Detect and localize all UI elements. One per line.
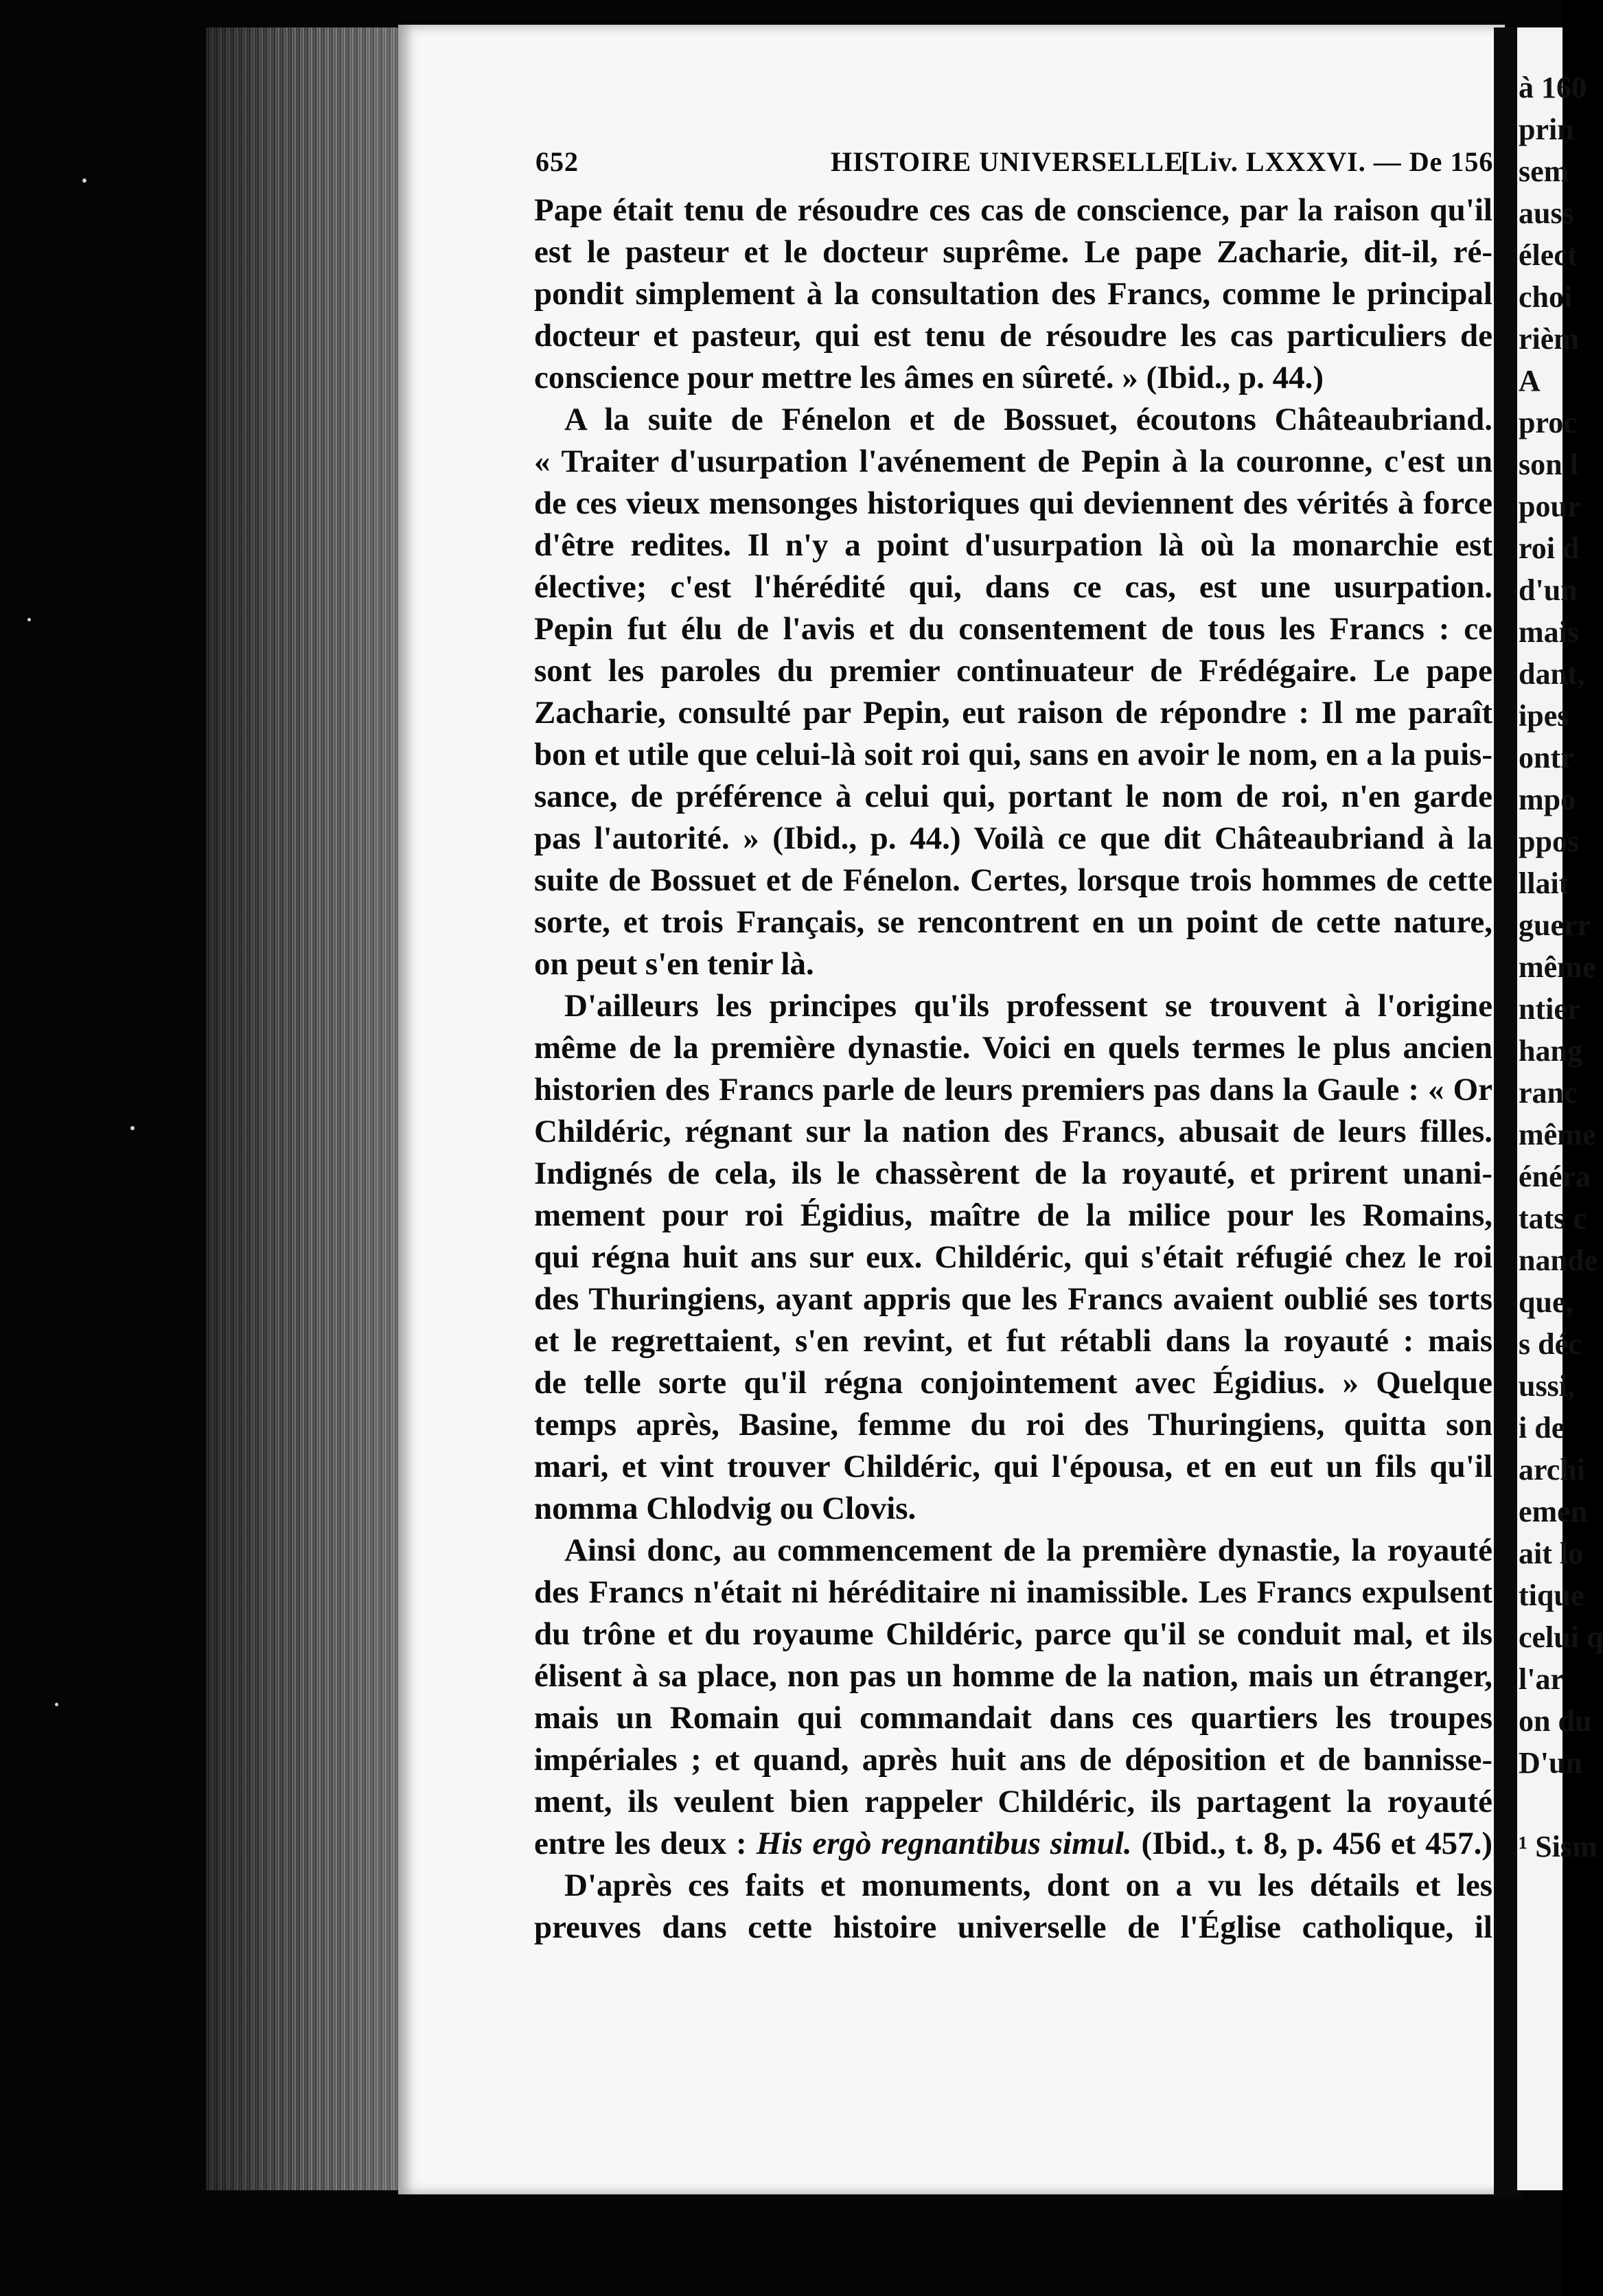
text-line: même de la première dynastie. Voici en quels termes le plus ancien — [534, 1030, 1492, 1066]
text-line: on peut s'en tenir là. — [534, 946, 814, 982]
book-reference: [Liv. LXXXVI. — De 156 — [1181, 146, 1494, 177]
facing-page-line: proc — [1519, 406, 1577, 439]
latin-quote: His ergò regnantibus simul. — [756, 1826, 1132, 1861]
text-line: ment, ils veulent bien rappeler Childéric, ils partagent la royauté — [534, 1784, 1492, 1819]
running-title: HISTOIRE UNIVERSELLE — [831, 146, 1184, 177]
facing-page-line: l'ar — [1519, 1662, 1564, 1696]
text-line: Childéric, régnant sur la nation des Francs, abusait de leurs filles. — [534, 1114, 1492, 1149]
text-line: des Thuringiens, ayant appris que les Francs avaient oublié ses torts — [534, 1281, 1492, 1317]
facing-page-line: choi — [1519, 280, 1573, 314]
text-line: historien des Francs parle de leurs premiers pas dans la Gaule : « Or — [534, 1072, 1492, 1107]
text-line: qui régna huit ans sur eux. Childéric, qui s'était réfugié chez le roi — [534, 1239, 1492, 1275]
facing-page-line: ait lo — [1519, 1537, 1584, 1570]
text-line: Indignés de cela, ils le chassèrent de la royauté, et prirent unani- — [534, 1156, 1492, 1191]
facing-page-line: pour — [1519, 490, 1581, 523]
facing-page-line: hang — [1519, 1034, 1582, 1068]
text-line: est le pasteur et le docteur suprême. Le pape Zacharie, dit-il, ré- — [534, 234, 1492, 270]
text-line: Pape était tenu de résoudre ces cas de conscience, par la raison qu'il — [534, 192, 1492, 228]
facing-page-line: guerr — [1519, 908, 1591, 942]
facing-page-line: tats c — [1519, 1202, 1587, 1235]
text-line: conscience pour mettre les âmes en sûreté. » (Ibid., p. 44.) — [534, 360, 1324, 395]
facing-page-line: ntier — [1519, 992, 1581, 1026]
text-line: élective; c'est l'hérédité qui, dans ce cas, est une usurpation. — [534, 569, 1492, 605]
text-line: mari, et vint trouver Childéric, qui l'épousa, et en eut un fils qu'il — [534, 1449, 1492, 1484]
facing-page-line: élect — [1519, 238, 1578, 272]
text-line: sance, de préférence à celui qui, portant le nom de roi, n'en garde — [534, 779, 1492, 814]
facing-page-line: ussi, — [1519, 1369, 1575, 1403]
text-line: Zacharie, consulté par Pepin, eut raison de répondre : Il me paraît — [534, 695, 1492, 731]
text-line: du trône et du royaume Childéric, parce qu'il se conduit mal, et ils — [534, 1616, 1492, 1652]
text-line: mais un Romain qui commandait dans ces quartiers les troupes — [534, 1700, 1492, 1736]
facing-page-line: à 160 — [1519, 71, 1587, 104]
text-line: pondit simplement à la consultation des Francs, comme le principal — [534, 276, 1492, 312]
facing-page-line: tique — [1519, 1578, 1584, 1612]
body-text — [534, 190, 1492, 1949]
facing-page-line: même — [1519, 950, 1596, 984]
facing-page-line: ppos — [1519, 825, 1580, 858]
page-number: 652 — [535, 146, 579, 177]
text-line: élisent à sa place, non pas un homme de la nation, mais un étranger, — [534, 1658, 1492, 1694]
text-line: entre les deux : His ergò regnantibus simul. (Ibid., t. 8, p. 456 et 457.) — [534, 1826, 1493, 1861]
facing-page-line: emen — [1519, 1495, 1588, 1528]
facing-page-line: ipes — [1519, 699, 1569, 733]
text-line: A la suite de Fénelon et de Bossuet, écoutons Châteaubriand. — [564, 402, 1492, 437]
facing-page-line: sem — [1519, 154, 1569, 188]
facing-page-line: ranc — [1519, 1076, 1578, 1110]
text-line: des Francs n'était ni héréditaire ni inamissible. Les Francs expulsent — [534, 1574, 1492, 1610]
facing-page-line: ¹ Sism — [1519, 1830, 1598, 1863]
facing-page-line: roi d — [1519, 531, 1580, 565]
facing-page-line: prin — [1519, 113, 1574, 146]
facing-page-line: auss — [1519, 196, 1574, 230]
text-line: sont les paroles du premier continuateur de Frédégaire. Le pape — [534, 653, 1492, 689]
text-line: docteur et pasteur, qui est tenu de résoudre les cas particuliers de — [534, 318, 1492, 354]
text-line: sorte, et trois Français, se rencontrent en un point de cette nature, — [534, 904, 1492, 940]
running-header — [535, 146, 1497, 187]
facing-page-line: énéra — [1519, 1160, 1591, 1193]
facing-page-line: mais — [1519, 615, 1579, 649]
dust-speck — [27, 618, 31, 621]
facing-page-line: que, — [1519, 1285, 1573, 1319]
facing-page-line: D'un — [1519, 1746, 1582, 1780]
facing-page-line: dant, — [1519, 657, 1585, 691]
dust-speck — [82, 179, 87, 183]
text-line: Pepin fut élu de l'avis et du consentement de tous les Francs : ce — [534, 611, 1492, 647]
text-line: Ainsi donc, au commencement de la première dynastie, la royauté — [564, 1532, 1492, 1568]
text-line: d'être redites. Il n'y a point d'usurpation là où la monarchie est — [534, 527, 1492, 563]
text-line: « Traiter d'usurpation l'avénement de Pepin à la couronne, c'est un — [534, 444, 1492, 479]
text-line: suite de Bossuet et de Fénelon. Certes, lorsque trois hommes de cette — [534, 862, 1492, 898]
text-line: D'après ces faits et monuments, dont on a vu les détails et les — [564, 1868, 1492, 1903]
facing-page-line: A — [1519, 364, 1541, 398]
text-line: impériales ; et quand, après huit ans de déposition et de bannisse- — [534, 1742, 1492, 1778]
text-line: temps après, Basine, femme du roi des Thuringiens, quitta son — [534, 1407, 1492, 1443]
facing-page-line: archi — [1519, 1453, 1585, 1486]
page-edges — [206, 27, 398, 2190]
text-line: D'ailleurs les principes qu'ils professent se trouvent à l'origine — [564, 988, 1492, 1024]
text-line: et le regrettaient, s'en revint, et fut rétabli dans la royauté : mais — [534, 1323, 1492, 1359]
text-line: pas l'autorité. » (Ibid., p. 44.) Voilà ce que dit Châteaubriand à la — [534, 820, 1492, 856]
text-line: de telle sorte qu'il régna conjointement avec Égidius. » Quelque — [534, 1365, 1492, 1401]
text-line: mement pour roi Égidius, maître de la milice pour les Romains, — [534, 1197, 1492, 1233]
facing-page-line: nande — [1519, 1243, 1598, 1277]
text-line: bon et utile que celui-là soit roi qui, sans en avoir le nom, en a la puis- — [534, 737, 1492, 772]
facing-page-line: i de — [1519, 1411, 1565, 1445]
facing-page-line: d'un — [1519, 573, 1578, 607]
facing-page — [1517, 27, 1603, 2190]
facing-page-line: ontr — [1519, 741, 1574, 774]
text-line: de ces vieux mensonges historiques qui deviennent des vérités à force — [534, 485, 1492, 521]
facing-page-line: son l — [1519, 448, 1578, 481]
facing-page-line: celui q — [1519, 1620, 1603, 1654]
text-line: preuves dans cette histoire universelle de l'Église catholique, il — [534, 1909, 1492, 1945]
facing-page-line: s déc — [1519, 1327, 1582, 1361]
text-line: nomma Chlodvig ou Clovis. — [534, 1491, 916, 1526]
dust-speck — [55, 1703, 58, 1706]
facing-page-line: llait — [1519, 866, 1569, 900]
facing-page-line: rièm — [1519, 322, 1579, 356]
facing-page-line: même — [1519, 1118, 1596, 1151]
facing-page-line: mpo — [1519, 783, 1576, 816]
dust-speck — [130, 1126, 135, 1130]
facing-page-line: on du — [1519, 1704, 1592, 1738]
